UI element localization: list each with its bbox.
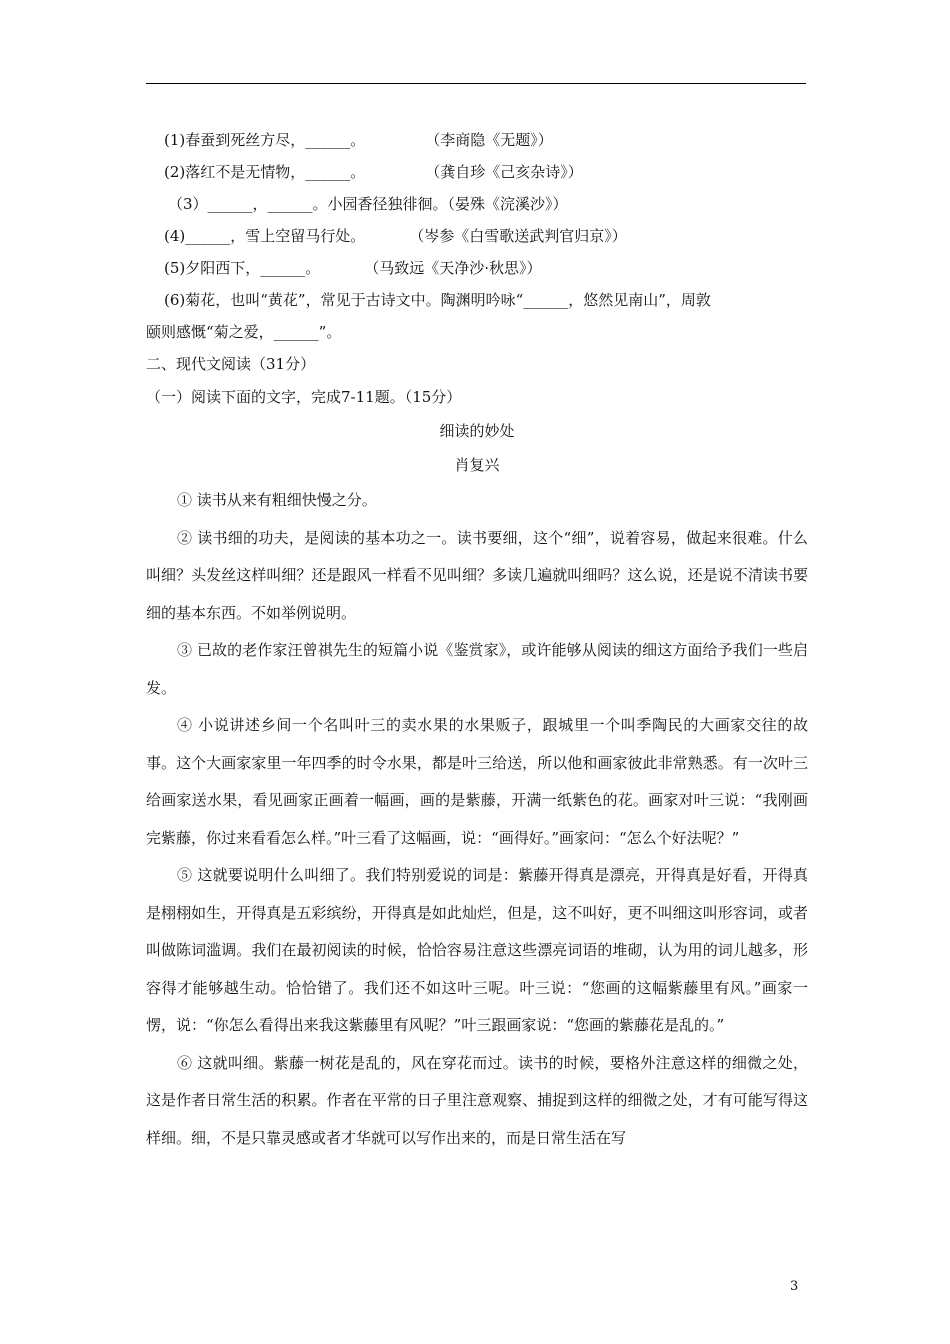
question-source: （李商隐《无题》） [425, 131, 553, 149]
question-text: （3）______，______。小园香径独徘徊。（晏殊《浣溪沙》） [168, 195, 568, 213]
part-heading: （一）阅读下面的文字，完成7-11题。（15分） [146, 388, 462, 406]
article-title: 细读的妙处 [439, 422, 515, 440]
question-text: (4)______，雪上空留马行处。 [164, 227, 366, 245]
question-text: (1)春蚕到死丝方尽，______。 [164, 131, 366, 149]
question-5 [146, 252, 808, 284]
question-source: （岑参《白雪歌送武判官归京》） [409, 227, 627, 245]
article-paragraph-3: ③ 已故的老作家汪曾祺先生的短篇小说《鉴赏家》，或许能够从阅读的细这方面给予我们一些启发。 [146, 641, 808, 697]
question-6-line2: 颐则感慨“菊之爱，______”。 [146, 323, 342, 341]
article-author: 肖复兴 [454, 456, 500, 474]
question-source: （龚自珍《己亥杂诗》） [425, 163, 583, 181]
question-6-line1: (6)菊花，也叫“黄花”，常见于古诗文中。陶渊明吟咏“______，悠然见南山”，周敦 [164, 291, 711, 309]
article-paragraph-2: ② 读书细的功夫，是阅读的基本功之一。读书要细，这个“细”，说着容易，做起来很难。什么叫细？头发丝这样叫细？还是跟风一样看不见叫细？多读几遍就叫细吗？这么说，还是说不清读书要细的基本东西。不如举例说明。 [146, 528, 808, 622]
page-number: 3 [790, 1279, 799, 1294]
section-heading: 二、现代文阅读（31分） [146, 355, 316, 373]
question-text: (2)落红不是无情物，______。 [164, 163, 366, 181]
article-paragraph-6: ⑥ 这就叫细。紫藤一树花是乱的，风在穿花而过。读书的时候，要格外注意这样的细微之处，这是作者日常生活的积累。作者在平常的日子里注意观察、捕捉到这样的细微之处，才有可能写得这样细。细，不是只靠灵感或者才华就可以写作出来的，而是日常生活在写 [146, 1053, 808, 1147]
article-paragraph-5: ⑤ 这就要说明什么叫细了。我们特别爱说的词是：紫藤开得真是漂亮，开得真是好看，开得真是栩栩如生，开得真是五彩缤纷，开得真是如此灿烂，但是，这不叫好，更不叫细这叫形容词，或者叫做陈词滥调。我们在最初阅读的时候，恰恰容易注意这些漂亮词语的堆砌，认为用的词儿越多，形容得才能够越生动。恰恰错了。我们还不如这叶三呢。叶三说：“您画的这幅紫藤里有风。”画家一愣，说：“你怎么看得出来我这紫藤里有风呢？”叶三跟画家说：“您画的紫藤花是乱的。” [146, 866, 808, 1034]
question-text: (5)夕阳西下，______。 [164, 259, 321, 277]
page-content [146, 124, 808, 1157]
question-4 [146, 220, 808, 252]
header-rule [146, 83, 806, 84]
article-paragraph-1: ① 读书从来有粗细快慢之分。 [177, 491, 377, 509]
question-3 [146, 188, 808, 220]
article-paragraph-4: ④ 小说讲述乡间一个名叫叶三的卖水果的水果贩子，跟城里一个叫季陶民的大画家交往的故事。这个大画家家里一年四季的时令水果，都是叶三给送，所以他和画家彼此非常熟悉。有一次叶三给画家送水果，看见画家正画着一幅画，画的是紫藤，开满一纸紫色的花。画家对叶三说：“我刚画完紫藤，你过来看看怎么样。”叶三看了这幅画，说：“画得好。”画家问：“怎么个好法呢？” [146, 716, 808, 847]
question-2 [146, 156, 808, 188]
question-1 [146, 124, 808, 156]
question-source: （马致远《天净沙·秋思》） [364, 259, 542, 277]
